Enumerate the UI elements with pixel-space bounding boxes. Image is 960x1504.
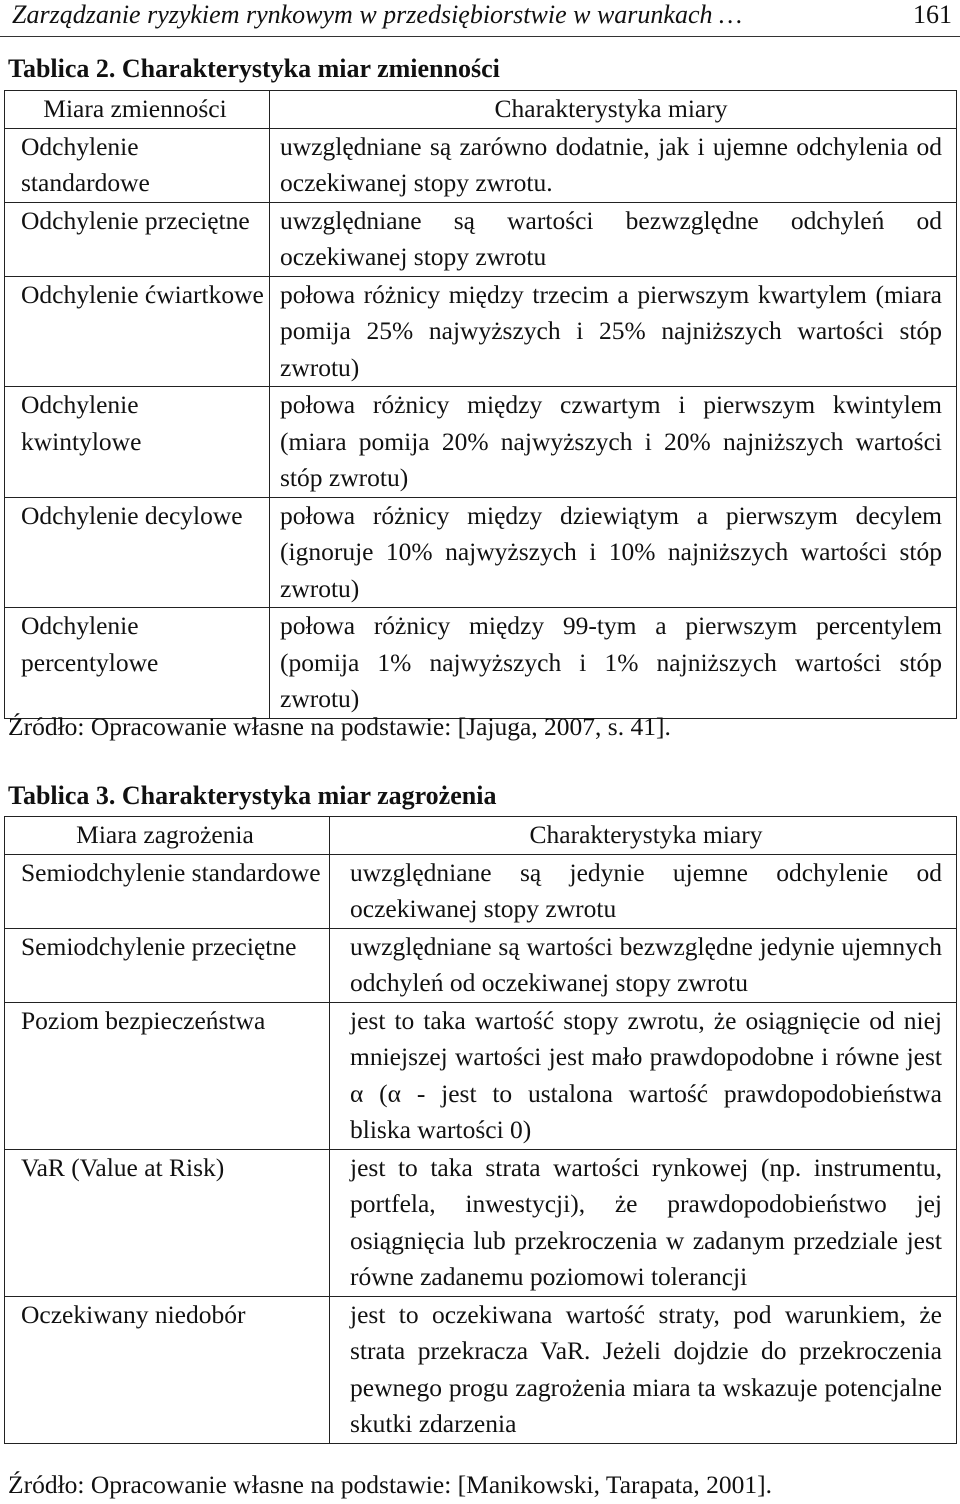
measure-description: jest to oczekiwana wartość straty, pod warunkiem, że strata przekracza VaR. Jeżeli dojdzie do przekroczenia pewnego progu zagrożenia miara ta wskazuje potencjalne skutki zdarzenia — [330, 1296, 957, 1443]
measure-name: Semiodchylenie przeciętne — [5, 928, 330, 1002]
measure-description: jest to taka strata wartości rynkowej (np. instrumentu, portfela, inwestycji), że prawdopodobieństwo jej osiągnięcia lub przekroczenia w zadanym przedziale jest równe zadanemu poziomowi tolerancji — [330, 1149, 957, 1296]
table-row — [5, 1296, 957, 1443]
page-header — [0, 0, 960, 37]
table2-caption: Tablica 2. Charakterystyka miar zmienności — [8, 54, 500, 83]
measure-name: Semiodchylenie standardowe — [5, 854, 330, 928]
measure-description: połowa różnicy między dziewiątym a pierwszym decylem (ignoruje 10% najwyższych i 10% najniższych wartości stóp zwrotu) — [270, 497, 957, 608]
table-header-row — [5, 91, 957, 129]
measure-description: połowa różnicy między czwartym i pierwszym kwintylem (miara pomija 20% najwyższych i 20% najniższych wartości stóp zwrotu) — [270, 387, 957, 498]
table-row — [5, 128, 957, 202]
measure-description: uwzględniane są zarówno dodatnie, jak i ujemne odchylenia od oczekiwanej stopy zwrotu. — [270, 128, 957, 202]
table3-source-note: Źródło: Opracowanie własne na podstawie: [Manikowski, Tarapata, 2001]. — [8, 1470, 772, 1499]
measure-name: Odchylenie przeciętne — [5, 202, 270, 276]
table-row — [5, 928, 957, 1002]
table-row — [5, 497, 957, 608]
risk-measures-table — [4, 816, 957, 1444]
column-header-measure: Miara zmienności — [5, 91, 270, 129]
table-row — [5, 387, 957, 498]
table3-caption: Tablica 3. Charakterystyka miar zagrożenia — [8, 781, 497, 810]
table2-source-note: Źródło: Opracowanie własne na podstawie: [Jajuga, 2007, s. 41]. — [8, 712, 671, 741]
measure-description: połowa różnicy między 99-tym a pierwszym percentylem (pomija 1% najwyższych i 1% najniższych wartości stóp zwrotu) — [270, 608, 957, 719]
measure-name: Odchylenie ćwiartkowe — [5, 276, 270, 387]
measure-name: Poziom bezpieczeństwa — [5, 1002, 330, 1149]
table-row — [5, 276, 957, 387]
measure-name: Odchylenie decylowe — [5, 497, 270, 608]
table-row — [5, 608, 957, 719]
volatility-measures-table — [4, 90, 957, 719]
measure-description: połowa różnicy między trzecim a pierwszym kwartylem (miara pomija 25% najwyższych i 25% najniższych wartości stóp zwrotu) — [270, 276, 957, 387]
table-header-row — [5, 817, 957, 855]
measure-name: Odchylenie standardowe — [5, 128, 270, 202]
measure-name: Odchylenie percentylowe — [5, 608, 270, 719]
measure-description: jest to taka wartość stopy zwrotu, że osiągnięcie od niej mniejszej wartości jest mało prawdopodobne i równe jest α (α - jest to ustalona wartość prawdopodobieństwa bliska wartości 0) — [330, 1002, 957, 1149]
measure-name: VaR (Value at Risk) — [5, 1149, 330, 1296]
table-row — [5, 1002, 957, 1149]
page-number: 161 — [913, 0, 952, 29]
column-header-measure: Miara zagrożenia — [5, 817, 330, 855]
table-row — [5, 854, 957, 928]
measure-description: uwzględniane są wartości bezwzględne odchyleń od oczekiwanej stopy zwrotu — [270, 202, 957, 276]
column-header-description: Charakterystyka miary — [330, 817, 957, 855]
running-title: Zarządzanie ryzykiem rynkowym w przedsiębiorstwie w warunkach … — [12, 0, 743, 29]
measure-name: Oczekiwany niedobór — [5, 1296, 330, 1443]
table-row — [5, 1149, 957, 1296]
measure-name: Odchylenie kwintylowe — [5, 387, 270, 498]
table-row — [5, 202, 957, 276]
measure-description: uwzględniane są jedynie ujemne odchylenie od oczekiwanej stopy zwrotu — [330, 854, 957, 928]
column-header-description: Charakterystyka miary — [270, 91, 957, 129]
measure-description: uwzględniane są wartości bezwzględne jedynie ujemnych odchyleń od oczekiwanej stopy zwrotu — [330, 928, 957, 1002]
